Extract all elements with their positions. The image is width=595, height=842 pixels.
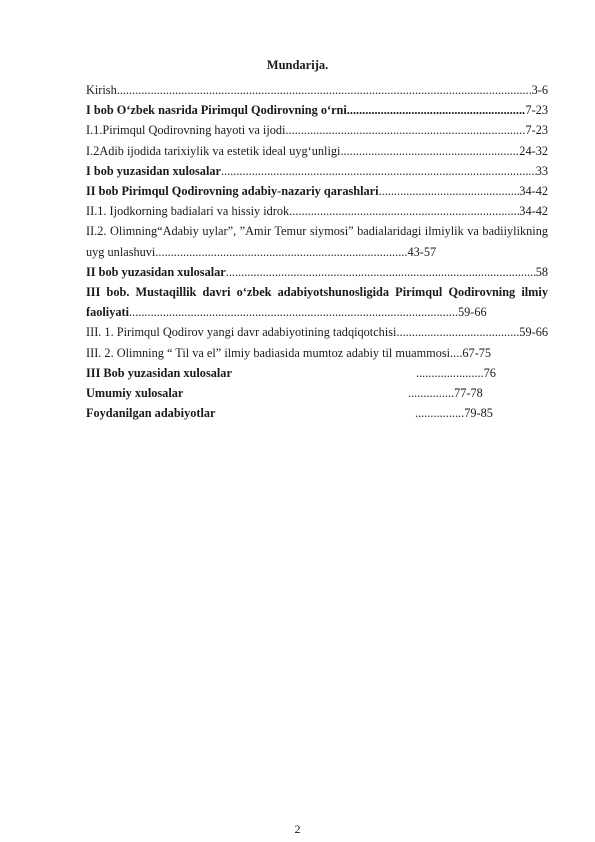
toc-leader [221,161,536,181]
toc-page: 59-66 [458,305,487,320]
toc-leader: ............... [408,386,455,401]
toc-page: 34-42 [519,184,548,199]
toc-label: Umumiy xulosalar [86,386,184,401]
toc-page: 24-32 [519,143,548,158]
toc-label: I.1.Pirimqul Qodirovning hayoti va ijodi [86,123,286,138]
toc-label: Foydanilgan adabiyotlar [86,406,216,421]
toc-page: 3-6 [531,83,548,97]
toc-page: 59-66 [519,325,548,340]
page-title: Mundarija. [266,58,329,72]
toc-page-with-leader [408,383,483,403]
toc-page: 43-57 [407,244,437,259]
toc-leader: ........................................................................................................... [129,305,458,320]
toc-leader [396,322,519,342]
toc-page: 7-23 [525,123,548,138]
toc-entry-references [86,403,548,423]
toc-entry-1-2 [86,141,548,161]
toc-page: 77-78 [454,386,483,401]
toc-leader [226,262,536,282]
toc-page: 33 [535,163,548,178]
toc-leader: .... [450,345,463,360]
toc-page: 7-23 [525,103,548,118]
toc-label: Kirish [86,83,117,97]
toc-page: 76 [483,365,496,380]
toc-leader [379,181,520,201]
toc-entry-introduction [86,80,548,100]
toc-label: III. 1. Pirimqul Qodirov yangi davr adabiyotining tadqiqotchisi [86,325,397,340]
toc-leader [347,100,526,120]
toc-entry-chapter-3 [86,282,548,322]
toc-entry-chapter-2-conclusions [86,262,548,282]
toc-label: II bob Pirimqul Qodirovning adabiy-nazariy qarashlari [86,184,379,199]
toc-label: II.2. Olimning“Adabiy uylar”, ”Amir Temur siymosi” badialaridagi ilmiylik va badiiylikning uyg unlashuvi [86,224,548,259]
toc-leader: ................ [415,406,465,421]
toc-page: 34-42 [519,204,548,219]
toc-entry-3-1 [86,322,548,342]
toc-leader: .................................................................................. [155,244,408,259]
toc-page-with-leader [415,403,493,423]
toc-label: III bob. Mustaqillik davri o‘zbek adabiyotshunosligida Pirimqul Qodirovning ilmiy faoliyati [86,285,548,320]
toc-label: II bob yuzasidan xulosalar [86,264,226,279]
toc-entry-chapter-2 [86,181,548,201]
toc-label: III Bob yuzasidan xulosalar [86,365,232,380]
toc-page-with-leader [416,363,496,383]
toc-leader [289,201,519,221]
toc-entry-2-2 [86,221,548,261]
toc-label: I bob O‘zbek nasrida Pirimqul Qodirovning o‘rni [86,103,347,118]
toc-label: I.2Adib ijodida tarixiylik va estetik ideal uyg‘unligi [86,143,341,158]
table-of-contents [86,80,548,423]
toc-entry-2-1 [86,201,548,221]
toc-label: II.1. Ijodkorning badialari va hissiy idrok [86,204,290,219]
toc-page: 67-75 [462,345,492,360]
toc-page: 79-85 [464,406,493,421]
toc-entry-3-2 [86,343,548,363]
toc-entry-general-conclusions [86,383,548,403]
toc-entry-chapter-1-conclusions [86,161,548,181]
toc-leader [117,80,532,100]
page-number: 2 [294,822,301,836]
toc-leader [285,120,525,140]
toc-page: 58 [535,264,548,279]
toc-entry-chapter-3-conclusions [86,363,548,383]
toc-label: III. 2. Olimning “ Til va el” ilmiy badiasida mumtoz adabiy til muammosi [86,345,451,360]
toc-label: I bob yuzasidan xulosalar [86,163,221,178]
toc-entry-chapter-1 [86,100,548,120]
toc-entry-1-1 [86,120,548,140]
toc-leader: ...................... [416,365,484,380]
toc-leader [340,141,519,161]
